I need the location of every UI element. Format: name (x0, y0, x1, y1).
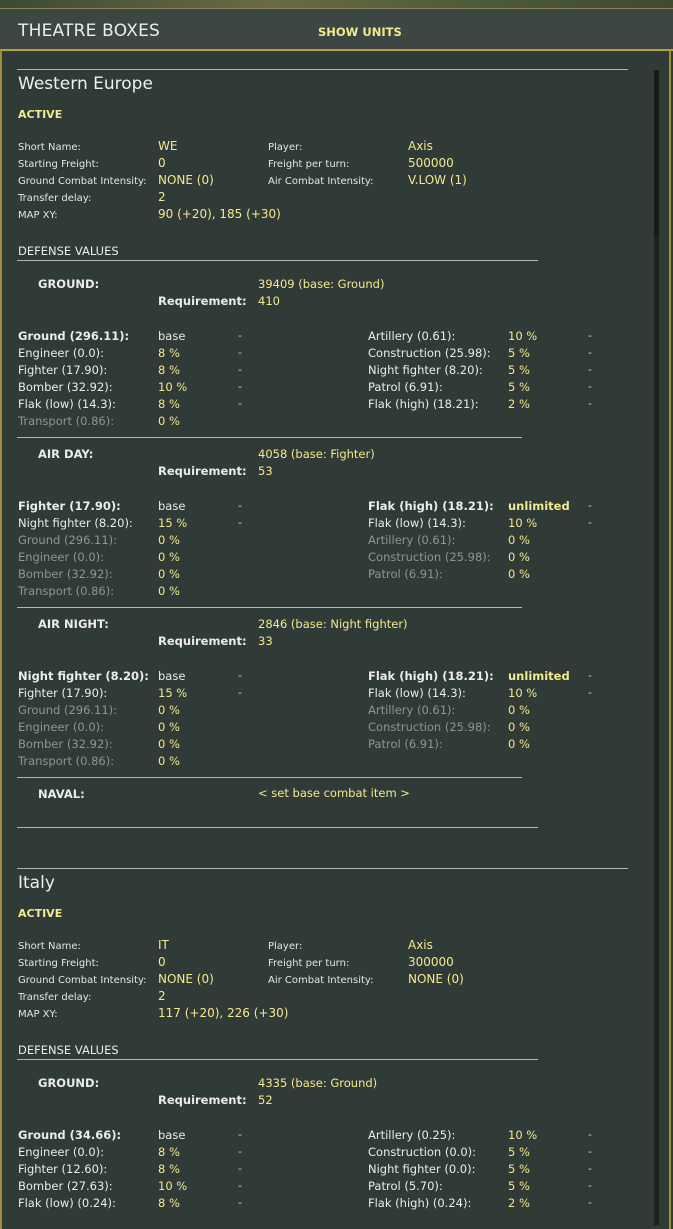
info-label: Starting Freight: (18, 958, 99, 969)
airday-label: AIR DAY: (38, 447, 94, 461)
combat-row-label: Night fighter (8.20): (18, 669, 149, 683)
combat-row-label: Fighter (12.60): (18, 1162, 108, 1176)
group-divider (17, 777, 522, 778)
combat-row-value[interactable]: base (158, 329, 186, 343)
info-label: Air Combat Intensity: (268, 176, 374, 187)
combat-row-dash: - (238, 380, 242, 393)
combat-row-label: Artillery (0.61): (368, 329, 456, 343)
info-label: MAP XY: (18, 210, 58, 221)
combat-row-value[interactable]: 2 % (508, 1196, 530, 1210)
requirement-value[interactable]: 410 (258, 294, 280, 308)
info-value[interactable]: Axis (408, 139, 433, 153)
combat-row-label: Ground (34.66): (18, 1128, 122, 1142)
combat-row-dash: - (588, 686, 592, 699)
combat-row-dash: - (588, 516, 592, 529)
combat-row-value[interactable]: 0 % (508, 567, 530, 581)
combat-row-label: Construction (25.98): (368, 346, 491, 360)
combat-row-label: Engineer (0.0): (18, 550, 105, 564)
combat-row-value[interactable]: 0 % (508, 533, 530, 547)
combat-row-value[interactable]: 8 % (158, 1196, 180, 1210)
airnight-label: AIR NIGHT: (38, 617, 109, 631)
combat-row-dash: - (588, 1179, 592, 1192)
combat-row-dash: - (588, 499, 592, 512)
combat-row-label: Engineer (0.0): (18, 1145, 105, 1159)
combat-row-dash: - (588, 397, 592, 410)
combat-row-value[interactable]: 15 % (158, 516, 188, 530)
combat-row-label: Fighter (17.90): (18, 363, 108, 377)
info-value[interactable]: WE (158, 139, 178, 153)
combat-row-dash: - (238, 1196, 242, 1209)
info-value[interactable]: 2 (158, 190, 166, 204)
combat-row-value[interactable]: 0 % (508, 550, 530, 564)
combat-row-value[interactable]: 10 % (508, 516, 538, 530)
naval-label: NAVAL: (38, 787, 85, 801)
combat-row-value[interactable]: unlimited (508, 499, 570, 513)
combat-row-label: Ground (296.11): (18, 533, 118, 547)
airday-value[interactable]: 4058 (base: Fighter) (258, 447, 375, 461)
combat-row-label: Artillery (0.25): (368, 1128, 456, 1142)
combat-row-dash: - (588, 363, 592, 376)
info-label: Transfer delay: (18, 992, 92, 1003)
combat-row-dash: - (588, 669, 592, 682)
combat-row-dash: - (238, 669, 242, 682)
combat-row-value[interactable]: 0 % (158, 550, 180, 564)
combat-row-label: Flak (high) (18.21): (368, 397, 479, 411)
combat-row-value[interactable]: base (158, 1128, 186, 1142)
combat-row-dash: - (238, 397, 242, 410)
combat-row-label: Construction (25.98): (368, 720, 491, 734)
theatre-name: Western Europe (18, 74, 153, 94)
combat-row-dash: - (238, 1145, 242, 1158)
airnight-value[interactable]: 2846 (base: Night fighter) (258, 617, 408, 631)
info-value[interactable]: 117 (+20), 226 (+30) (158, 1006, 289, 1020)
requirement-label: Requirement: (158, 1093, 247, 1107)
combat-row-label: Bomber (32.92): (18, 567, 113, 581)
info-value[interactable]: 2 (158, 989, 166, 1003)
combat-row-label: Night fighter (8.20): (368, 363, 483, 377)
defense-underline (17, 1059, 538, 1060)
show-units-button[interactable]: SHOW UNITS (318, 25, 402, 39)
combat-row-value[interactable]: 8 % (158, 363, 180, 377)
combat-row-label: Patrol (6.91): (368, 567, 443, 581)
combat-row-value[interactable]: 5 % (508, 1145, 530, 1159)
combat-row-dash: - (588, 346, 592, 359)
combat-row-value[interactable]: 2 % (508, 397, 530, 411)
group-divider (17, 607, 522, 608)
info-label: Ground Combat Intensity: (18, 975, 147, 986)
combat-row-label: Night fighter (0.0): (368, 1162, 476, 1176)
map-strip (0, 0, 673, 8)
combat-row-value[interactable]: base (158, 499, 186, 513)
combat-row-value[interactable]: 0 % (158, 567, 180, 581)
info-value[interactable]: NONE (0) (408, 972, 464, 986)
info-label: Short Name: (18, 142, 81, 153)
combat-row-label: Patrol (6.91): (368, 737, 443, 751)
ground-value[interactable]: 4335 (base: Ground) (258, 1076, 378, 1090)
info-label: Freight per turn: (268, 159, 350, 170)
info-label: Air Combat Intensity: (268, 975, 374, 986)
combat-row-value[interactable]: 10 % (508, 329, 538, 343)
combat-row-label: Flak (low) (14.3): (18, 397, 116, 411)
combat-row-value[interactable]: 5 % (508, 346, 530, 360)
combat-row-label: Transport (0.86): (18, 754, 115, 768)
combat-row-label: Bomber (32.92): (18, 380, 113, 394)
combat-row-dash: - (588, 380, 592, 393)
info-value[interactable]: 0 (158, 156, 166, 170)
info-label: Starting Freight: (18, 159, 99, 170)
combat-row-dash: - (238, 329, 242, 342)
ground-label: GROUND: (38, 1076, 100, 1090)
combat-row-value[interactable]: 0 % (158, 533, 180, 547)
group-divider (17, 437, 522, 438)
combat-row-value[interactable]: 10 % (158, 1179, 188, 1193)
combat-row-label: Transport (0.86): (18, 414, 115, 428)
combat-row-label: Flak (high) (18.21): (368, 499, 494, 513)
combat-row-value[interactable]: 0 % (508, 703, 530, 717)
combat-row-value[interactable]: 8 % (158, 397, 180, 411)
combat-row-dash: - (238, 516, 242, 529)
combat-row-label: Engineer (0.0): (18, 720, 105, 734)
combat-row-label: Artillery (0.61): (368, 533, 456, 547)
combat-row-label: Ground (296.11): (18, 703, 118, 717)
combat-row-value[interactable]: 0 % (158, 737, 180, 751)
combat-row-value[interactable]: base (158, 669, 186, 683)
combat-row-label: Transport (0.86): (18, 584, 115, 598)
window-header (0, 8, 673, 51)
set-base-combat-item-link[interactable]: < set base combat item > (258, 786, 410, 800)
info-value[interactable]: NONE (0) (158, 972, 214, 986)
combat-row-dash: - (238, 499, 242, 512)
theatre-status[interactable]: ACTIVE (18, 907, 63, 920)
ground-label: GROUND: (38, 277, 100, 291)
window-title: THEATRE BOXES (18, 21, 160, 41)
info-label: MAP XY: (18, 1009, 58, 1020)
scrollbar-thumb[interactable] (654, 70, 659, 235)
combat-row-value[interactable]: 0 % (158, 703, 180, 717)
combat-row-value[interactable]: 0 % (508, 737, 530, 751)
combat-row-label: Flak (low) (0.24): (18, 1196, 116, 1210)
combat-row-label: Fighter (17.90): (18, 499, 121, 513)
combat-row-label: Flak (high) (0.24): (368, 1196, 472, 1210)
theatre-status[interactable]: ACTIVE (18, 108, 63, 121)
combat-row-value[interactable]: 0 % (158, 414, 180, 428)
defense-underline (17, 260, 538, 261)
combat-row-dash: - (238, 346, 242, 359)
combat-row-label: Artillery (0.61): (368, 703, 456, 717)
requirement-value[interactable]: 52 (258, 1093, 273, 1107)
combat-row-dash: - (238, 1128, 242, 1141)
combat-row-label: Bomber (27.63): (18, 1179, 113, 1193)
combat-row-dash: - (238, 1162, 242, 1175)
combat-row-label: Patrol (6.91): (368, 380, 443, 394)
combat-row-dash: - (238, 363, 242, 376)
combat-row-value[interactable]: unlimited (508, 669, 570, 683)
combat-row-label: Night fighter (8.20): (18, 516, 133, 530)
requirement-value[interactable]: 33 (258, 634, 273, 648)
section-end-divider (17, 827, 538, 828)
defense-values-title: DEFENSE VALUES (18, 244, 119, 258)
info-value[interactable]: 500000 (408, 156, 454, 170)
combat-row-dash: - (238, 1179, 242, 1192)
combat-row-label: Fighter (17.90): (18, 686, 108, 700)
info-label: Freight per turn: (268, 958, 350, 969)
combat-row-dash: - (588, 329, 592, 342)
combat-row-dash: - (588, 1145, 592, 1158)
combat-row-dash: - (588, 1196, 592, 1209)
requirement-value[interactable]: 53 (258, 464, 273, 478)
combat-row-dash: - (588, 1162, 592, 1175)
info-label: Short Name: (18, 941, 81, 952)
info-label: Player: (268, 142, 303, 153)
combat-row-value[interactable]: 8 % (158, 1145, 180, 1159)
we-section-divider (17, 69, 628, 70)
info-value[interactable]: IT (158, 938, 169, 952)
it-section-divider (17, 868, 628, 869)
info-value[interactable]: V.LOW (1) (408, 173, 467, 187)
combat-row-label: Flak (low) (14.3): (368, 686, 466, 700)
info-label: Ground Combat Intensity: (18, 176, 147, 187)
theatre-name: Italy (18, 873, 55, 893)
combat-row-dash: - (238, 686, 242, 699)
info-value[interactable]: 300000 (408, 955, 454, 969)
info-value[interactable]: 90 (+20), 185 (+30) (158, 207, 281, 221)
info-label: Player: (268, 941, 303, 952)
info-label: Transfer delay: (18, 193, 92, 204)
info-value[interactable]: Axis (408, 938, 433, 952)
scrollbar[interactable] (654, 70, 659, 1225)
info-value[interactable]: NONE (0) (158, 173, 214, 187)
combat-row-label: Bomber (32.92): (18, 737, 113, 751)
combat-row-value[interactable]: 5 % (508, 1162, 530, 1176)
combat-row-value[interactable]: 15 % (158, 686, 188, 700)
requirement-label: Requirement: (158, 294, 247, 308)
combat-row-label: Patrol (5.70): (368, 1179, 443, 1193)
combat-row-label: Ground (296.11): (18, 329, 130, 343)
combat-row-value[interactable]: 10 % (508, 1128, 538, 1142)
defense-values-title: DEFENSE VALUES (18, 1043, 119, 1057)
combat-row-value[interactable]: 5 % (508, 380, 530, 394)
combat-row-label: Engineer (0.0): (18, 346, 105, 360)
info-value[interactable]: 0 (158, 955, 166, 969)
combat-row-dash: - (588, 1128, 592, 1141)
combat-row-label: Flak (low) (14.3): (368, 516, 466, 530)
combat-row-value[interactable]: 5 % (508, 1179, 530, 1193)
combat-row-value[interactable]: 10 % (158, 380, 188, 394)
combat-row-label: Construction (25.98): (368, 550, 491, 564)
combat-row-value[interactable]: 0 % (158, 720, 180, 734)
combat-row-value[interactable]: 0 % (158, 754, 180, 768)
ground-value[interactable]: 39409 (base: Ground) (258, 277, 385, 291)
combat-row-value[interactable]: 8 % (158, 1162, 180, 1176)
combat-row-value[interactable]: 0 % (508, 720, 530, 734)
requirement-label: Requirement: (158, 464, 247, 478)
requirement-label: Requirement: (158, 634, 247, 648)
combat-row-label: Flak (high) (18.21): (368, 669, 494, 683)
combat-row-value[interactable]: 0 % (158, 584, 180, 598)
combat-row-value[interactable]: 10 % (508, 686, 538, 700)
combat-row-value[interactable]: 5 % (508, 363, 530, 377)
combat-row-value[interactable]: 8 % (158, 346, 180, 360)
combat-row-label: Construction (0.0): (368, 1145, 477, 1159)
